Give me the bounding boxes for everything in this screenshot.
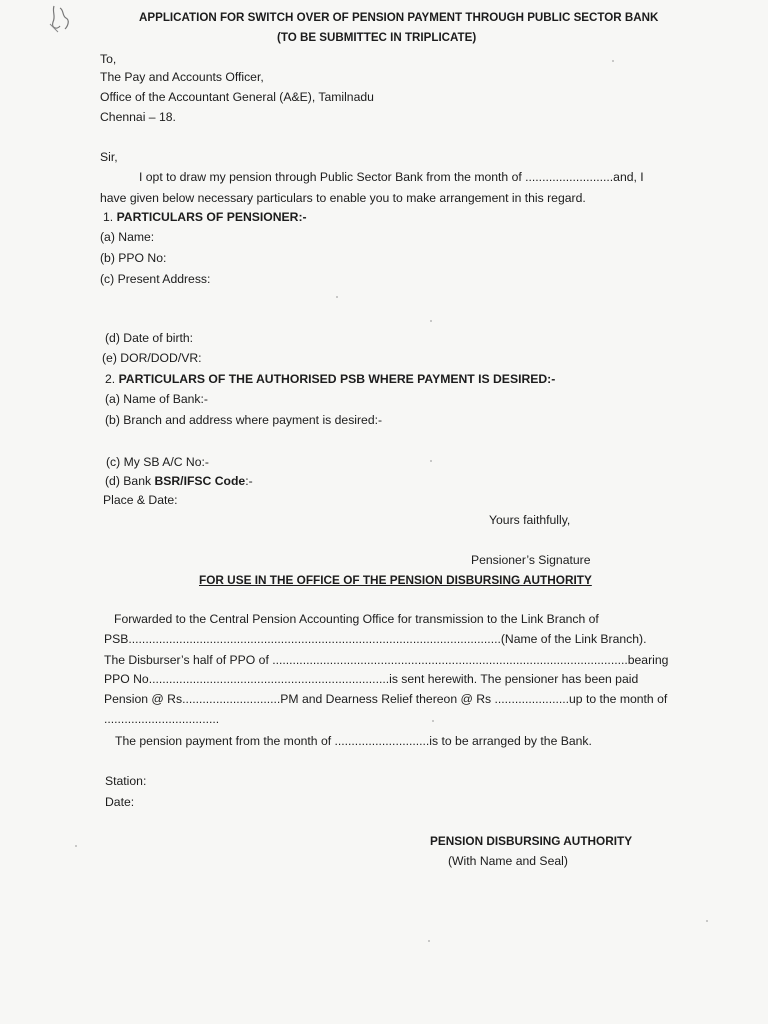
address-to: To, — [100, 52, 117, 66]
office-use-heading: FOR USE IN THE OFFICE OF THE PENSION DISBURSING AUTHORITY — [199, 573, 592, 587]
pensioner-ppo-label: (b) PPO No: — [100, 251, 167, 265]
pensioner-signature-label: Pensioner’s Signature — [471, 553, 591, 567]
branch-address-label: (b) Branch and address where payment is desired:- — [105, 413, 383, 427]
section-1-number: 1. — [103, 210, 114, 224]
office-line-4: PPO No.......................................................................is sent herewith. The pensioner has been paid — [104, 672, 639, 686]
scan-speck — [336, 296, 338, 298]
bank-name-label: (a) Name of Bank:- — [105, 392, 208, 406]
disbursing-authority-label: PENSION DISBURSING AUTHORITY — [430, 834, 633, 848]
address-line-1: The Pay and Accounts Officer, — [100, 70, 264, 84]
bsr-ifsc-label — [105, 474, 253, 489]
date-label: Date: — [105, 795, 135, 809]
office-line-1: Forwarded to the Central Pension Accounting Office for transmission to the Link Branch of — [114, 612, 599, 626]
scan-speck — [430, 460, 432, 462]
intro-line-2: have given below necessary particulars to enable you to make arrangement in this regard. — [100, 191, 586, 205]
office-line-6: .................................. — [104, 712, 220, 726]
section-1-title: PARTICULARS OF PENSIONER:- — [116, 210, 307, 224]
bsr-suffix: :- — [245, 474, 253, 488]
form-subtitle: (TO BE SUBMITTEC IN TRIPLICATE) — [277, 31, 477, 44]
station-label: Station: — [105, 774, 147, 788]
pensioner-dor-label: (e) DOR/DOD/VR: — [102, 351, 202, 365]
scan-speck — [432, 720, 434, 722]
office-line-5: Pension @ Rs.............................PM and Dearness Relief thereon @ Rs ......................up to the month of — [104, 692, 668, 706]
pensioner-dob-label: (d) Date of birth: — [105, 331, 194, 345]
scan-speck — [706, 920, 708, 922]
bsr-ifsc-code-text: BSR/IFSC Code — [154, 474, 246, 488]
yours-faithfully: Yours faithfully, — [489, 513, 571, 527]
scan-speck — [428, 940, 430, 942]
office-line-2: PSB..............................................................................................................(Name of the Link Branch). — [104, 632, 647, 646]
form-title: APPLICATION FOR SWITCH OVER OF PENSION PAYMENT THROUGH PUBLIC SECTOR BANK — [139, 11, 659, 24]
section-1-heading — [103, 210, 307, 225]
intro-line-1: I opt to draw my pension through Public Sector Bank from the month of ..........................and, I — [139, 170, 644, 184]
sb-account-label: (c) My SB A/C No:- — [106, 455, 209, 469]
office-line-3: The Disburser’s half of PPO of .........................................................................................................bearing — [104, 653, 669, 667]
pensioner-address-label: (c) Present Address: — [100, 272, 211, 286]
section-2-title: PARTICULARS OF THE AUTHORISED PSB WHERE PAYMENT IS DESIRED:- — [118, 372, 556, 386]
name-seal-label: (With Name and Seal) — [448, 854, 568, 868]
bsr-prefix: (d) Bank — [105, 474, 155, 488]
pensioner-name-label: (a) Name: — [100, 230, 155, 244]
address-line-2: Office of the Accountant General (A&E), Tamilnadu — [100, 90, 374, 104]
handwritten-mark — [48, 2, 74, 36]
salutation: Sir, — [100, 150, 118, 164]
place-date-label: Place & Date: — [103, 493, 178, 507]
section-2-heading — [105, 372, 555, 387]
scan-speck — [612, 60, 614, 62]
section-2-number: 2. — [105, 372, 116, 386]
office-line-7: The pension payment from the month of ............................is to be arranged by the Bank. — [115, 734, 592, 748]
address-line-3: Chennai – 18. — [100, 110, 176, 124]
scan-speck — [75, 845, 77, 847]
scan-speck — [430, 320, 432, 322]
